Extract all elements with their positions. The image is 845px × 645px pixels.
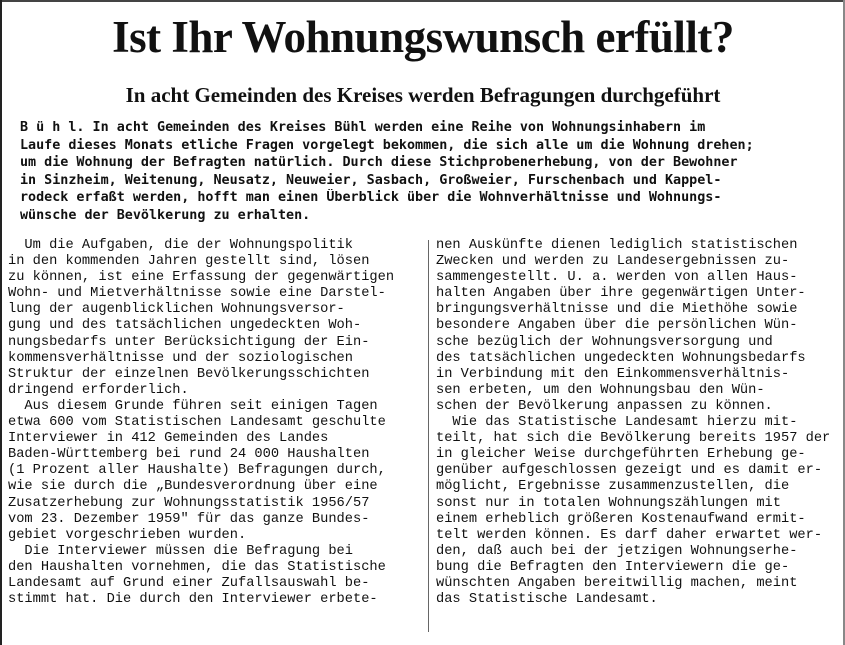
article-subheadline: In acht Gemeinden des Kreises werden Befragungen durchgeführt (125, 83, 721, 107)
text-line: Wohn- und Mietverhältnisse sowie eine Darstel- (8, 286, 386, 302)
text-line: Aus diesem Grunde führen seit einigen Tagen (8, 398, 378, 414)
text-line: telt werden können. Es darf daher erwartet wer- (436, 527, 823, 543)
text-line: einem erheblich größeren Kostenaufwand ermit- (436, 511, 806, 527)
text-line: Landesamt auf Grund einer Zufallsauswahl be- (8, 575, 370, 591)
left-border (0, 0, 2, 645)
text-line: lung der augenblicklichen Wohnungsversor- (8, 302, 345, 318)
text-line: sammengestellt. U. a. werden von allen Haus- (436, 270, 798, 286)
text-line: Struktur der einzelnen Bevölkerungsschichten (8, 366, 370, 382)
text-line: Wie das Statistische Landesamt hierzu mit- (436, 415, 798, 431)
text-line: in den kommenden Jahren gestellt sind, lösen (8, 254, 370, 270)
article-column-right (436, 238, 836, 608)
text-line: nen Auskünfte dienen lediglich statistischen (436, 238, 798, 253)
text-line: bung die Befragten den Interviewern die ge- (436, 559, 790, 575)
text-line: Die Interviewer müssen die Befragung bei (8, 543, 353, 559)
text-line: stimmt hat. Die durch den Interviewer erbete- (8, 592, 378, 608)
text-line: in Sinzheim, Weitenung, Neusatz, Neuweier, Sasbach, Großweier, Furschenbach und Kappel- (20, 172, 722, 188)
text-line: schen der Bevölkerung anpassen zu können. (436, 398, 773, 414)
text-line: Laufe dieses Monats etliche Fragen vorgelegt bekommen, die sich alle um die Wohnung drehen; (20, 137, 754, 153)
article-lead-paragraph (20, 119, 828, 225)
text-line: Zusatzerhebung zur Wohnungsstatistik 1956/57 (8, 495, 370, 511)
text-line: gebiet vorgeschrieben wurden. (8, 527, 247, 543)
column-divider (428, 240, 429, 632)
text-line: das Statistische Landesamt. (436, 592, 658, 608)
text-line: wünsche der Bevölkerung zu erhalten. (20, 207, 311, 223)
text-line: B ü h l. In acht Gemeinden des Kreises Bühl werden eine Reihe von Wohnungsinhabern im (20, 120, 706, 135)
text-line: besondere Angaben über die persönlichen Wün- (436, 318, 798, 334)
article-headline: Ist Ihr Wohnungswunsch erfüllt? (112, 12, 734, 62)
text-line: kommensverhältnisse und der soziologischen (8, 350, 353, 366)
text-line: wie sie durch die „Bundesverordnung über eine (8, 479, 378, 495)
text-line: (1 Prozent aller Haushalte) Befragungen durch, (8, 463, 386, 479)
text-line: nungsbedarfs unter Berücksichtigung der Ein- (8, 334, 370, 350)
text-line: möglicht, Ergebnisse zusammenzustellen, die (436, 479, 790, 495)
text-line: rodeck erfaßt werden, hofft man einen Überblick über die Wohnverhältnisse und Wohnungs- (20, 190, 722, 206)
text-line: bringungsverhältnisse und die Miethöhe sowie (436, 302, 798, 318)
text-line: des tatsächlichen ungedeckten Wohnungsbedarfs (436, 350, 806, 366)
text-line: Baden-Württemberg bei rund 24 000 Haushalten (8, 447, 370, 463)
text-line: den, daß auch bei der jetzigen Wohnungserhe- (436, 543, 798, 559)
text-line: genüber aufgeschlossen gezeigt und es damit er- (436, 463, 823, 479)
text-line: um die Wohnung der Befragten natürlich. Durch diese Stichprobenerhebung, von der Bewohner (20, 155, 738, 171)
text-line: sonst nur in totalen Wohnungszählungen mit (436, 495, 781, 511)
article-column-left (8, 238, 418, 608)
top-border (0, 0, 845, 2)
text-line: wünschten Angaben bereitwillig machen, meint (436, 575, 798, 591)
text-line: etwa 600 vom Statistischen Landesamt geschulte (8, 415, 386, 431)
text-line: sen erbeten, um den Wohnungsbau den Wün- (436, 382, 765, 398)
text-line: in gleicher Weise durchgeführten Erhebung ge- (436, 447, 806, 463)
text-line: halten Angaben über ihre gegenwärtigen Unter- (436, 286, 806, 302)
text-line: den Haushalten vornehmen, die das Statistische (8, 559, 386, 575)
text-line: in Verbindung mit den Einkommensverhältnis- (436, 366, 790, 382)
text-line: dringend erforderlich. (8, 382, 189, 398)
text-line: teilt, hat sich die Bevölkerung bereits 1957 der (436, 431, 831, 447)
text-line: zu können, ist eine Erfassung der gegenwärtigen (8, 270, 395, 286)
text-line: Um die Aufgaben, die der Wohnungspolitik (8, 238, 353, 253)
text-line: Interviewer in 412 Gemeinden des Landes (8, 431, 329, 447)
text-line: gung und des tatsächlichen ungedeckten Woh- (8, 318, 362, 334)
text-line: Zwecken und werden zu Landesergebnissen zu- (436, 254, 790, 270)
text-line: sche bezüglich der Wohnungsversorgung und (436, 334, 773, 350)
text-line: vom 23. Dezember 1959" für das ganze Bundes- (8, 511, 370, 527)
